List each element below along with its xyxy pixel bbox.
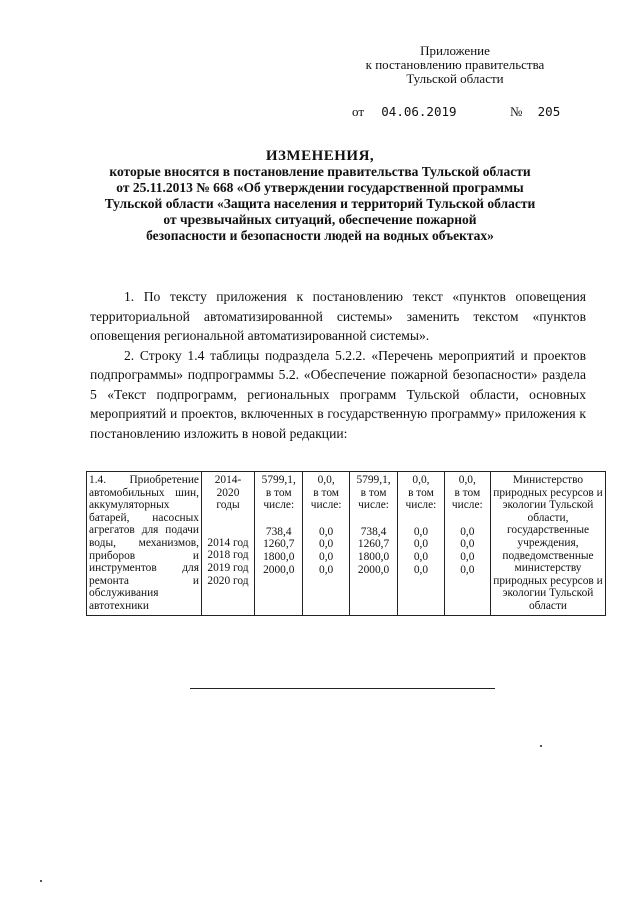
amount-label: в том числе: (451, 486, 483, 512)
amount-value: 0,0 (413, 525, 429, 538)
amount-value: 0,0 (413, 550, 429, 563)
amount-value: 0,0 (413, 538, 429, 551)
responsible-org: Министерство природных ресурсов и экологии Тульской области, государственные учреждения, подведомственные министерству природных ресурсов и экологии Тульской области (493, 474, 603, 612)
date-block (352, 104, 457, 120)
amount-value: 0,0 (319, 563, 334, 576)
paragraph-2: 2. Строку 1.4 таблицы подраздела 5.2.2. «Перечень мероприятий и проектов подпрограммы» подпрограммы 5.2. «Обеспечение пожарной безопасности» раздела 5 «Текст подпрограмм, региональных программ Тульской области, основных мероприятий и проектов, включенных в государственную программу» приложения к постановлению изложить в новой редакции: (90, 347, 586, 441)
measures-table (86, 471, 606, 616)
measure-name: 1.4. Приобретение автомобильных шин, аккумуляторных батарей, насосных агрегатов для подачи воды, механизмов, приборов и инструментов для ремонта и обслуживания автотехники (89, 474, 199, 612)
title-line: которые вносятся в постановление правительства Тульской области (109, 164, 531, 179)
body-text (90, 287, 586, 443)
amount-total: 0,0, (317, 474, 335, 486)
scan-speck (40, 880, 42, 882)
amount-value: 2000,0 (357, 563, 390, 576)
amount-label: в том числе: (263, 486, 295, 512)
number-block (510, 104, 560, 120)
scan-speck (540, 745, 542, 747)
amount-value: 0,0 (413, 563, 429, 576)
closing-rule (190, 688, 495, 689)
amount-label: в том числе: (358, 486, 389, 512)
amount-value: 0,0 (460, 525, 475, 538)
amount-label: в том числе: (310, 486, 342, 512)
amount-total: 0,0, (412, 474, 430, 486)
title-line: Тульской области «Защита населения и территорий Тульской области (104, 196, 536, 211)
document-title (60, 148, 580, 244)
number-prefix: № (510, 104, 523, 119)
appendix-line-2: к постановлению правительства (365, 57, 545, 72)
table-row (87, 472, 606, 616)
amount-total: 5799,1, (356, 474, 391, 486)
amount-value: 1260,7 (263, 538, 295, 551)
amount-col-5 (444, 472, 490, 616)
responsible-org-cell (491, 472, 606, 616)
period: 2014-2020 годы (214, 474, 242, 512)
amount-total: 5799,1, (261, 474, 296, 486)
paragraph-1: 1. По тексту приложения к постановлению текст «пунктов оповещения территориальной автоматизированной системы» заменить текстом «пунктов оповещения региональной автоматизированной системы». (90, 289, 586, 343)
amount-value: 0,0 (319, 525, 334, 538)
amount-value: 0,0 (319, 538, 334, 551)
title-line: от чрезвычайных ситуаций, обеспечение пожарной (163, 212, 477, 227)
amount-value: 738,4 (265, 525, 292, 538)
year: 2020 год (207, 574, 249, 587)
document-date: 04.06.2019 (381, 104, 457, 119)
amount-col-4 (398, 472, 444, 616)
amount-col-2 (303, 472, 349, 616)
amount-col-3 (349, 472, 397, 616)
amount-value: 1800,0 (357, 550, 390, 563)
amount-label: в том числе: (405, 486, 437, 512)
amount-total: 0,0, (458, 474, 476, 486)
appendix-line-3: Тульской области (406, 71, 504, 86)
year: 2014 год (207, 536, 249, 549)
amount-value: 1260,7 (357, 538, 390, 551)
appendix-line-1: Приложение (420, 43, 490, 58)
appendix-block (330, 44, 580, 86)
amount-value: 738,4 (360, 525, 387, 538)
year: 2019 год (207, 561, 249, 574)
amount-value: 2000,0 (263, 563, 295, 576)
amount-value: 1800,0 (263, 550, 295, 563)
period-cell (202, 472, 255, 616)
document-number: 205 (537, 104, 561, 119)
measure-name-cell (87, 472, 202, 616)
amount-value: 0,0 (460, 538, 475, 551)
date-prefix: от (352, 104, 365, 119)
title-line: безопасности и безопасности людей на водных объектах» (146, 228, 494, 243)
title-heading: ИЗМЕНЕНИЯ, (265, 148, 375, 164)
year: 2018 год (207, 549, 249, 562)
amount-value: 0,0 (460, 563, 475, 576)
amount-value: 0,0 (319, 550, 334, 563)
amount-col-1 (255, 472, 303, 616)
title-line: от 25.11.2013 № 668 «Об утверждении государственной программы (116, 180, 524, 195)
amount-value: 0,0 (460, 550, 475, 563)
